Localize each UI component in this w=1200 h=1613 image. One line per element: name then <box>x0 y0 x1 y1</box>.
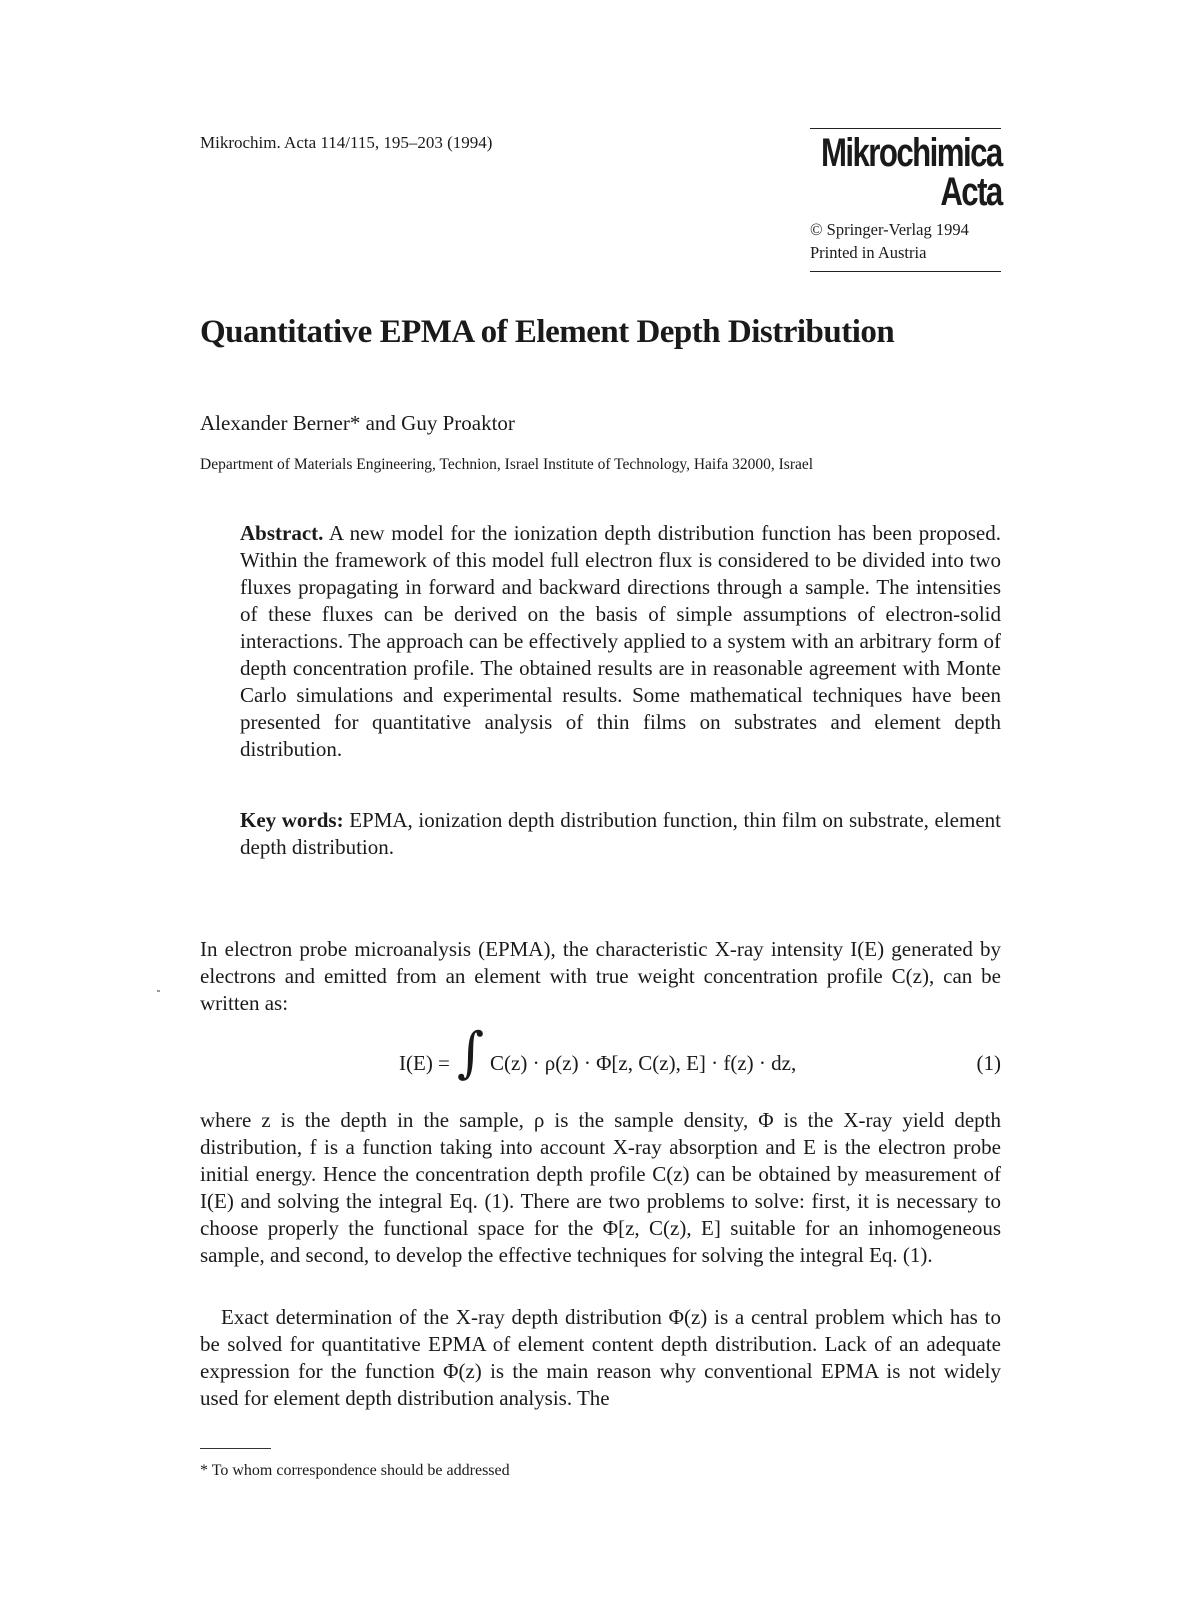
keywords-text: EPMA, ionization depth distribution function, thin film on substrate, element depth distribution. <box>240 808 1001 859</box>
footnote: * To whom correspondence should be addressed <box>200 1462 510 1479</box>
logo-bottom-rule <box>810 271 1001 272</box>
body-paragraph-3 <box>200 1304 1001 1412</box>
logo-top-rule <box>810 128 1001 129</box>
affiliation: Department of Materials Engineering, Technion, Israel Institute of Technology, Haifa 32000, Israel <box>200 456 814 473</box>
journal-logo-line2: Acta <box>940 170 1002 214</box>
journal-citation: Mikrochim. Acta 114/115, 195–203 (1994) <box>200 133 493 152</box>
equation-rhs: C(z) · ρ(z) · Φ[z, C(z), E] · f(z) · dz, <box>490 1051 797 1075</box>
equation-number: (1) <box>976 1051 1001 1075</box>
body-paragraph-2: where z is the depth in the sample, ρ is the sample density, Φ is the X-ray yield depth distribution, f is a function taking into account X-ray absorption and E is the electron probe initial energy. Hence the concentration depth profile C(z) can be obtained by measurement of I(E) and solving the integral Eq. (1). There are two problems to solve: first, it is necessary to choose properly the functional space for the Φ[z, C(z), E] suitable for an inhomogeneous sample, and second, to develop the effective techniques for solving the integral Eq. (1). <box>200 1108 1001 1267</box>
body-paragraph-1: In electron probe microanalysis (EPMA), the characteristic X-ray intensity I(E) generated by electrons and emitted from an element with true weight concentration profile C(z), can be written as: <box>200 937 1001 1015</box>
keywords <box>240 807 1001 861</box>
author-list: Alexander Berner* and Guy Proaktor <box>200 411 515 435</box>
integral-sign: ∫ <box>457 1021 485 1085</box>
journal-logo-line1: Mikrochimica <box>821 131 1002 175</box>
abstract-text: A new model for the ionization depth distribution function has been proposed. Within the framework of this model full electron flux is considered to be divided into two fluxes propagating in forward and backward directions through a sample. The intensities of these fluxes can be derived on the basis of simple assumptions of electron-solid interactions. The approach can be effectively applied to a system with an arbitrary form of depth concentration profile. The obtained results are in reasonable agreement with Monte Carlo simulations and experimental results. Some mathematical techniques have been presented for quantitative analysis of thin films on substrates and element depth distribution. <box>240 521 1002 761</box>
body-paragraph-3-text: Exact determination of the X-ray depth distribution Φ(z) is a central problem which has to be solved for quantitative EPMA of element content depth distribution. Lack of an adequate expression for the function Φ(z) is the main reason why conventional EPMA is not widely used for element depth distribution analysis. The <box>200 1305 1001 1410</box>
margin-mark <box>157 990 160 992</box>
abstract <box>240 520 1001 763</box>
printed-line: Printed in Austria <box>810 243 927 262</box>
copyright-line: © Springer-Verlag 1994 <box>810 220 969 239</box>
article-title: Quantitative EPMA of Element Depth Distribution <box>200 314 895 350</box>
equation-lhs: I(E) = <box>399 1051 450 1075</box>
footnote-rule <box>200 1448 271 1449</box>
equation-1 <box>200 1021 1001 1093</box>
keywords-label: Key words: <box>240 808 344 832</box>
abstract-label: Abstract. <box>240 521 324 545</box>
